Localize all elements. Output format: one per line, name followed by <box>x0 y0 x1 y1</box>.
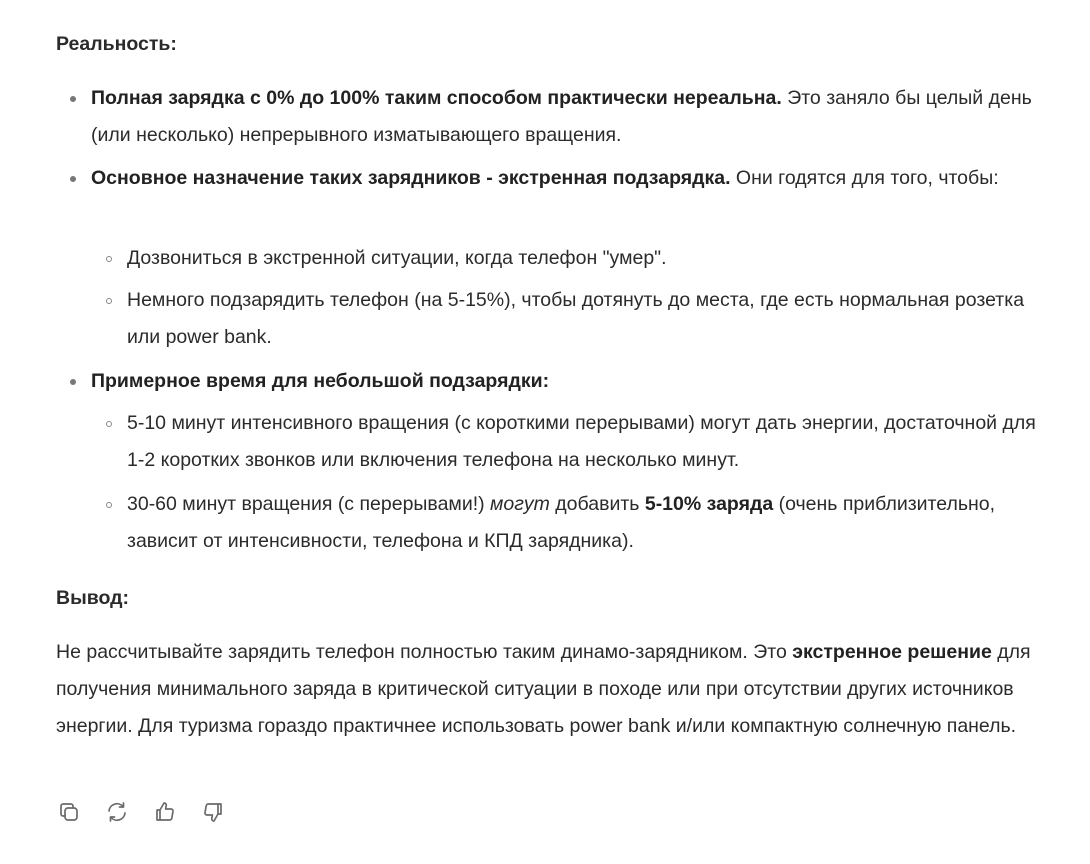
conclusion-paragraph <box>56 634 1046 745</box>
sub-item-bold: 5-10% заряда <box>644 493 774 515</box>
sub-item-text: (очень приблизительно, зависит от интенсивности, телефона и КПД зарядника). <box>127 493 996 552</box>
thumbs-down-icon <box>201 800 225 824</box>
sub-list-item <box>127 486 1057 560</box>
conclusion-text: Не рассчитывайте зарядить телефон полностью таким динамо-зарядником. Это <box>56 641 793 663</box>
list-item <box>91 80 1051 154</box>
sub-bullet <box>106 502 112 508</box>
sub-bullet <box>106 256 112 262</box>
sub-item-italic: могут <box>490 493 550 515</box>
dislike-button[interactable] <box>200 799 226 825</box>
reality-heading: Реальность: <box>56 33 177 55</box>
sub-item-text: добавить <box>549 493 645 515</box>
list-item-bold: Основное назначение таких зарядников - экстренная подзарядка. <box>91 167 731 189</box>
message-actions <box>56 798 226 826</box>
list-item-text: Они годятся для того, чтобы: <box>730 167 999 189</box>
copy-icon <box>57 800 81 824</box>
sub-list-item: 5-10 минут интенсивного вращения (с короткими перерывами) могут дать энергии, достаточной для 1-2 коротких звонков или включения телефона на несколько минут. <box>127 412 1036 471</box>
sub-list-item: Дозвониться в экстренной ситуации, когда телефон "умер". <box>127 247 667 269</box>
sub-bullet <box>106 298 112 304</box>
bullet <box>70 176 76 182</box>
like-button[interactable] <box>152 799 178 825</box>
sub-bullet <box>106 421 112 427</box>
list-item-text: Это заняло бы целый день (или несколько) непрерывного изматывающего вращения. <box>91 87 1032 146</box>
list-item-bold: Полная зарядка с 0% до 100% таким способом практически нереальна. <box>91 87 782 109</box>
list-item-bold: Примерное время для небольшой подзарядки: <box>91 370 550 392</box>
conclusion-text: для получения минимального заряда в критической ситуации в походе или при отсутствии других источников энергии. Для туризма гораздо практичнее использовать power bank и/или компактную солнечную панель. <box>56 641 1031 737</box>
list-item <box>91 160 1051 197</box>
conclusion-heading: Вывод: <box>56 587 129 609</box>
copy-button[interactable] <box>56 799 82 825</box>
sub-item-text: 30-60 минут вращения (с перерывами!) <box>127 493 491 515</box>
list-item <box>91 363 1051 400</box>
bullet <box>70 379 76 385</box>
sub-list-item: Немного подзарядить телефон (на 5-15%), чтобы дотянуть до места, где есть нормальная розетка или power bank. <box>127 289 1025 348</box>
regenerate-button[interactable] <box>104 799 130 825</box>
thumbs-up-icon <box>153 800 177 824</box>
conclusion-bold: экстренное решение <box>792 641 992 663</box>
regenerate-icon <box>105 800 129 824</box>
bullet <box>70 96 76 102</box>
